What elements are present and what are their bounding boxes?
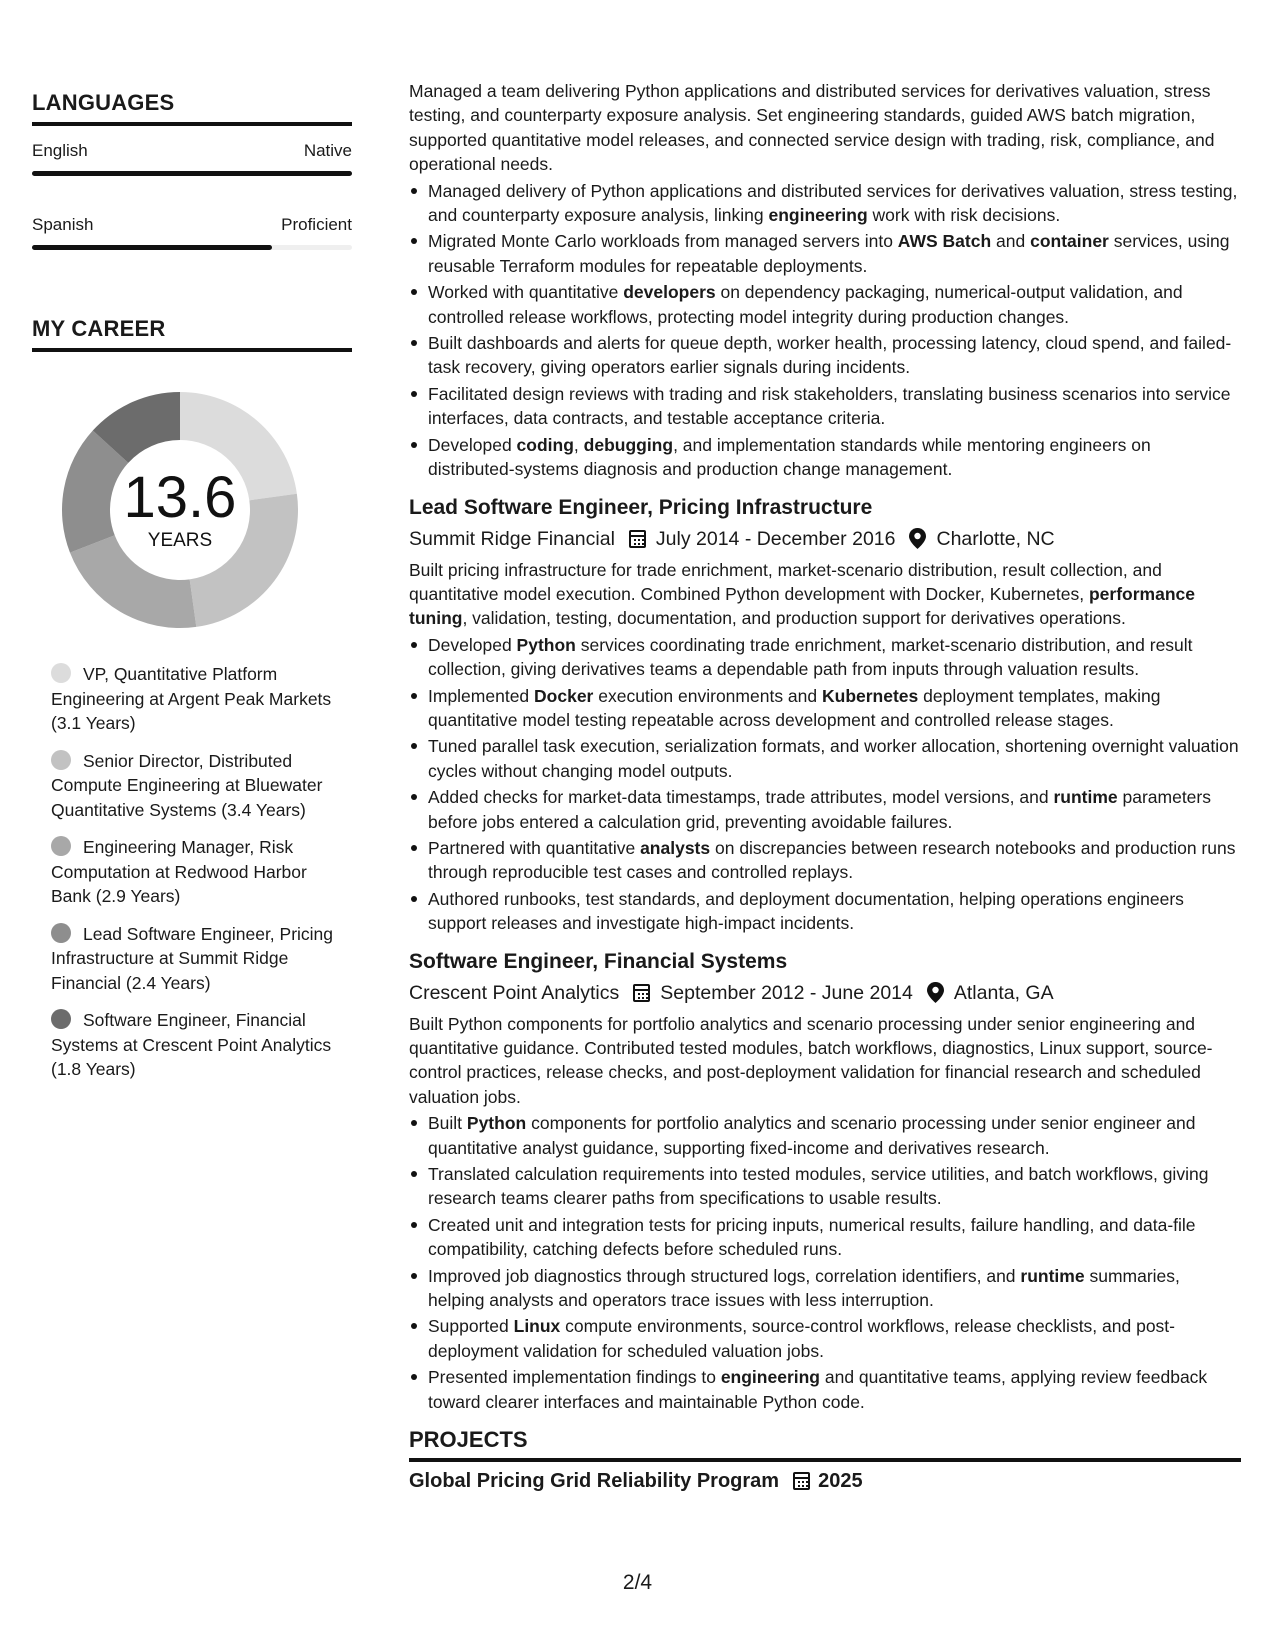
- legend-item: [51, 835, 341, 909]
- job-bullet: Supported Linux compute environments, source-control workflows, release checklists, and post-deployment validation for scheduled valuation jobs.: [409, 1314, 1241, 1363]
- languages-section: [32, 90, 352, 250]
- experience-entry: [409, 494, 1241, 936]
- calendar-icon: [793, 1472, 810, 1490]
- calendar-icon: [629, 530, 646, 548]
- language-proficiency-fill: [32, 245, 272, 250]
- legend-dot: [51, 923, 71, 943]
- job-title: Software Engineer, Financial Systems: [409, 949, 788, 973]
- career-section: [32, 316, 352, 1082]
- job-bullets: [409, 179, 1241, 482]
- language-proficiency-fill: [32, 171, 352, 176]
- job-bullets: [409, 1111, 1241, 1414]
- company-name: Summit Ridge Financial: [409, 527, 615, 550]
- language-level: Proficient: [281, 215, 352, 234]
- job-bullet: Built dashboards and alerts for queue depth, worker health, processing latency, cloud spend, and failed-task recovery, giving operators earlier signals during incidents.: [409, 331, 1241, 380]
- job-bullet: Tuned parallel task execution, serialization formats, and worker allocation, shortening overnight valuation cycles without changing model outputs.: [409, 734, 1241, 783]
- legend-label: Senior Director, Distributed Compute Engineering at Bluewater Quantitative Systems (3.4 Years): [51, 750, 323, 820]
- languages-list: [32, 140, 352, 250]
- job-bullet: Developed Python services coordinating trade enrichment, market-scenario distribution, and result collection, giving derivatives teams a dependable path from inputs through valuation results.: [409, 633, 1241, 682]
- job-location: Atlanta, GA: [953, 981, 1054, 1004]
- legend-label: Lead Software Engineer, Pricing Infrastructure at Summit Ridge Financial (2.4 Years): [51, 923, 334, 993]
- job-dates: July 2014 - December 2016: [655, 527, 896, 550]
- legend-dot: [51, 1009, 71, 1029]
- legend-item: [51, 922, 341, 996]
- legend-label: Engineering Manager, Risk Computation at Redwood Harbor Bank (2.9 Years): [51, 837, 307, 906]
- job-dates: September 2012 - June 2014: [660, 981, 913, 1004]
- language-level: Native: [303, 141, 352, 160]
- job-bullet: Developed coding, debugging, and implementation standards while mentoring engineers on distributed-systems diagnosis and production change management.: [409, 433, 1241, 482]
- job-meta: [409, 980, 1241, 1006]
- location-pin-icon: [909, 528, 926, 549]
- legend-item: [51, 749, 341, 823]
- legend-dot: [51, 750, 71, 770]
- job-bullet: Translated calculation requirements into tested modules, service utilities, and batch workflows, giving research teams clearer paths from specifications to usable results.: [409, 1162, 1241, 1211]
- job-bullet: Built Python components for portfolio analytics and scenario processing under senior engineer and quantitative analyst guidance, supporting fixed-income and derivatives research.: [409, 1111, 1241, 1160]
- legend-dot: [51, 836, 71, 856]
- career-donut-chart: [54, 384, 306, 636]
- job-summary: Built Python components for portfolio analytics and scenario processing under senior engineering and quantitative guidance. Contributed tested modules, batch workflows, diagnostics, Linux support, source-control practices, release checks, and post-deployment validation for financial research and scheduled valuation jobs.: [409, 1013, 1213, 1107]
- projects-section: [409, 1428, 1241, 1493]
- career-total-label: YEARS: [147, 530, 213, 551]
- job-bullet: Worked with quantitative developers on dependency packaging, numerical-output validation, and controlled release workflows, protecting model integrity during production changes.: [409, 280, 1241, 329]
- languages-heading: LANGUAGES: [32, 90, 352, 126]
- job-summary: Managed a team delivering Python applications and distributed services for derivatives valuation, stress testing, and counterparty exposure analysis. Set engineering standards, guided AWS batch migration, supported quantitative model releases, and connected service design with trading, risk, compliance, and operational needs.: [409, 81, 1215, 175]
- language-proficiency-bar: [32, 171, 352, 176]
- left-column: [32, 90, 352, 1095]
- language-name: English: [32, 141, 88, 160]
- job-title: Lead Software Engineer, Pricing Infrastructure: [409, 495, 873, 519]
- projects-heading: PROJECTS: [409, 1428, 1241, 1461]
- legend-label: VP, Quantitative Platform Engineering at Argent Peak Markets (3.1 Years): [51, 664, 332, 733]
- legend-dot: [51, 663, 71, 683]
- project-year: 2025: [818, 1469, 863, 1492]
- job-summary: Built pricing infrastructure for trade enrichment, market-scenario distribution, result collection, and quantitative model execution. Combined Python development with Docker, Kubernetes, performance tuning, validation, testing, documentation, and production support for derivatives operations.: [409, 559, 1195, 629]
- career-heading: MY CAREER: [32, 316, 352, 352]
- language-name: Spanish: [32, 215, 94, 234]
- job-bullet: Partnered with quantitative analysts on discrepancies between research notebooks and production runs through reproducible test cases and controlled replays.: [409, 836, 1241, 885]
- job-bullet: Facilitated design reviews with trading and risk stakeholders, translating business scenarios into service interfaces, data contracts, and testable acceptance criteria.: [409, 382, 1241, 431]
- legend-item: [51, 1008, 341, 1082]
- page-number: 2/4: [622, 1571, 653, 1594]
- job-bullet: Presented implementation findings to engineering and quantitative teams, applying review feedback toward clearer interfaces and maintainable Python code.: [409, 1365, 1241, 1414]
- job-bullet: Improved job diagnostics through structured logs, correlation identifiers, and runtime summaries, helping analysts and operators trace issues with less interruption.: [409, 1264, 1241, 1313]
- job-location: Charlotte, NC: [936, 527, 1055, 550]
- job-bullet: Migrated Monte Carlo workloads from managed servers into AWS Batch and container services, using reusable Terraform modules for repeatable deployments.: [409, 229, 1241, 278]
- job-bullet: Created unit and integration tests for pricing inputs, numerical results, failure handling, and data-file compatibility, catching defects before scheduled runs.: [409, 1213, 1241, 1262]
- legend-item: [51, 662, 341, 736]
- career-legend: [51, 662, 341, 1082]
- company-name: Crescent Point Analytics: [409, 981, 620, 1004]
- calendar-icon: [633, 984, 650, 1002]
- project-item: [409, 1468, 1241, 1494]
- right-column: [409, 79, 1241, 1494]
- experience-entry: [409, 948, 1241, 1415]
- language-item-english: [32, 140, 352, 176]
- language-item-spanish: [32, 214, 352, 250]
- job-bullet: Authored runbooks, test standards, and deployment documentation, helping operations engineers support releases and investigate high-impact incidents.: [409, 887, 1241, 936]
- experience-entry-continued: [409, 79, 1241, 482]
- job-bullets: [409, 633, 1241, 936]
- job-bullet: Added checks for market-data timestamps, trade attributes, model versions, and runtime parameters before jobs entered a calculation grid, preventing avoidable failures.: [409, 785, 1241, 834]
- job-bullet: Implemented Docker execution environments and Kubernetes deployment templates, making quantitative model testing repeatable across development and controlled release stages.: [409, 684, 1241, 733]
- career-total-years: 13.6: [123, 465, 237, 530]
- language-proficiency-bar: [32, 245, 352, 250]
- project-name: Global Pricing Grid Reliability Program: [409, 1469, 780, 1492]
- location-pin-icon: [927, 982, 944, 1003]
- job-meta: [409, 526, 1241, 552]
- job-bullet: Managed delivery of Python applications and distributed services for derivatives valuation, stress testing, and counterparty exposure analysis, linking engineering work with risk decisions.: [409, 179, 1241, 228]
- legend-label: Software Engineer, Financial Systems at Crescent Point Analytics (1.8 Years): [51, 1010, 332, 1079]
